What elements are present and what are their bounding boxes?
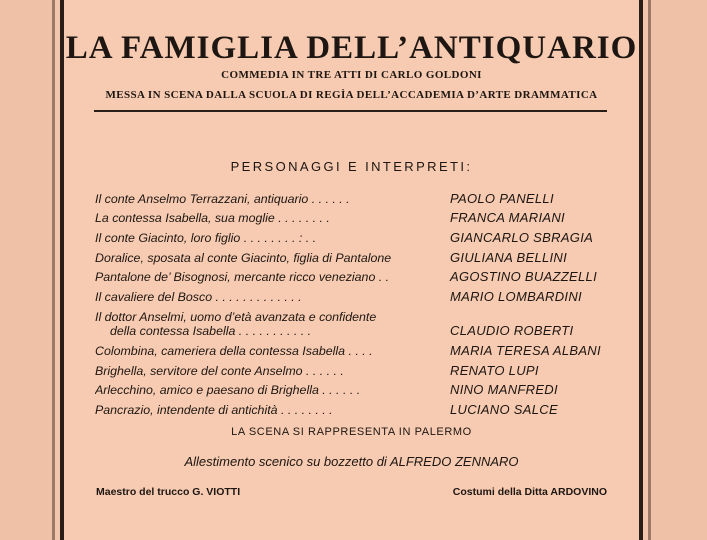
cast-actor: GIANCARLO SBRAGIA <box>450 230 594 246</box>
cast-row <box>95 247 615 267</box>
play-title: LA FAMIGLIA DELL’ANTIQUARIO <box>65 30 638 66</box>
program-sheet <box>64 0 639 540</box>
cast-role-continuation: della contessa Isabella . . . . . . . . . . . <box>110 324 312 339</box>
cast-actor: RENATO LUPI <box>450 362 539 378</box>
header-divider <box>94 110 607 112</box>
cast-actor: MARIO LOMBARDINI <box>450 289 582 305</box>
costumes-credit: Costumi della Ditta ARDOVINO <box>452 486 607 498</box>
cast-row <box>95 380 615 400</box>
cast-actor: PAOLO PANELLI <box>450 190 554 206</box>
border-rule-left-outer <box>52 0 55 540</box>
cast-role: Il dottor Anselmi, uomo d’età avanzata e confidente <box>95 310 377 325</box>
cast-actor: LUCIANO SALCE <box>450 401 558 417</box>
cast-actor: NINO MANFREDI <box>450 382 558 398</box>
makeup-credit: Maestro del trucco G. VIOTTI <box>96 486 241 498</box>
page-margin-right <box>650 0 707 540</box>
cast-role: La contessa Isabella, sua moglie . . . . . . . . <box>95 211 330 226</box>
cast-role: Il conte Anselmo Terrazzani, antiquario . . . . . . <box>95 191 350 206</box>
cast-list <box>95 188 615 419</box>
border-rule-right-outer <box>648 0 651 540</box>
cast-role: Colombina, cameriera della contessa Isabella . . . . <box>95 343 373 358</box>
staging-school-line: MESSA IN SCENA DALLA SCUOLA DI REGÌA DELL’ACCADEMIA D’ARTE DRAMMATICA <box>105 89 598 101</box>
cast-actor: MARIA TERESA ALBANI <box>450 342 601 358</box>
cast-heading: PERSONAGGI E INTERPRETI: <box>230 159 473 174</box>
cast-row <box>95 227 615 247</box>
cast-row <box>95 188 615 208</box>
cast-role: Doralice, sposata al conte Giacinto, figlia di Pantalone <box>95 250 392 265</box>
cast-role: Brighella, servitore del conte Anselmo . . . . . . <box>95 363 344 378</box>
cast-role: Pantalone de’ Bisognosi, mercante ricco veneziano . . <box>95 270 390 285</box>
cast-actor: CLAUDIO ROBERTI <box>450 323 574 339</box>
cast-role: Pancrazio, intendente di antichità . . . . . . . . <box>95 402 333 417</box>
page-margin-left <box>0 0 52 540</box>
cast-row <box>95 208 615 228</box>
cast-row <box>95 286 615 306</box>
scene-location-note: LA SCENA SI RAPPRESENTA IN PALERMO <box>231 426 472 438</box>
cast-actor: GIULIANA BELLINI <box>450 249 568 265</box>
border-rule-right-inner <box>639 0 643 540</box>
cast-role: Il conte Giacinto, loro figlio . . . . . . . . : . . <box>95 231 317 246</box>
cast-row <box>95 306 615 340</box>
cast-row <box>95 399 615 419</box>
cast-actor: AGOSTINO BUAZZELLI <box>450 269 597 285</box>
play-subtitle: COMMEDIA IN TRE ATTI DI CARLO GOLDONI <box>221 69 482 81</box>
cast-role: Il cavaliere del Bosco . . . . . . . . . . . . . <box>95 290 302 305</box>
cast-role: Arlecchino, amico e paesano di Brighella . . . . . . <box>95 383 361 398</box>
set-design-credit: Allestimento scenico su bozzetto di ALFREDO ZENNARO <box>184 454 519 469</box>
cast-row <box>95 360 615 380</box>
cast-row <box>95 267 615 287</box>
cast-actor: FRANCA MARIANI <box>450 210 565 226</box>
cast-row <box>95 340 615 360</box>
